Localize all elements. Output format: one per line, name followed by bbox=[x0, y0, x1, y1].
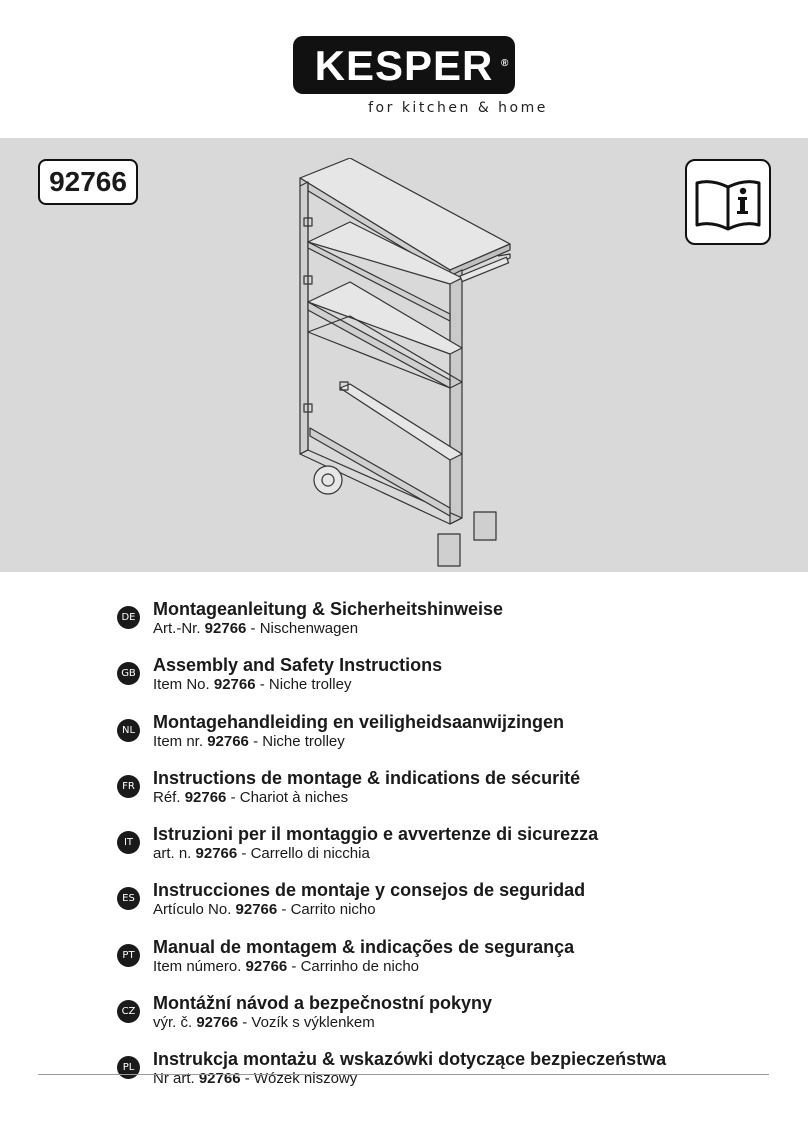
language-code-badge: ES bbox=[117, 887, 140, 910]
item-prefix: art. n. bbox=[153, 845, 196, 863]
item-description: - Vozík s výklenkem bbox=[238, 1014, 375, 1032]
read-manual-icon-box bbox=[685, 159, 771, 245]
language-code-badge: FR bbox=[117, 775, 140, 798]
language-title: Montagehandleiding en veiligheidsaanwijzingen bbox=[153, 711, 565, 732]
item-description: - Carrito nicho bbox=[277, 901, 376, 919]
item-number: 92766 bbox=[204, 620, 247, 637]
language-entry-fr bbox=[117, 767, 666, 823]
footer-divider bbox=[38, 1074, 769, 1075]
language-item-line bbox=[153, 676, 666, 694]
language-item-line bbox=[153, 1014, 666, 1032]
item-prefix: Nr art. bbox=[153, 1070, 199, 1088]
item-number: 92766 bbox=[196, 1014, 239, 1032]
item-number: 92766 bbox=[207, 732, 249, 750]
item-prefix: Réf. bbox=[153, 788, 185, 806]
brand-header bbox=[0, 36, 808, 116]
item-number: 92766 bbox=[213, 676, 256, 694]
item-description: - Nischenwagen bbox=[246, 620, 359, 637]
item-prefix: Item número. bbox=[153, 957, 246, 975]
language-code-badge: IT bbox=[117, 831, 140, 854]
language-item-line bbox=[153, 958, 666, 976]
item-description: - Carrinho de nicho bbox=[287, 957, 419, 975]
language-entry-gb bbox=[117, 654, 666, 710]
language-code-badge: PL bbox=[117, 1056, 140, 1079]
language-title: Manual de montagem & indicações de segurança bbox=[153, 936, 575, 957]
product-banner bbox=[0, 138, 808, 572]
language-entry-pt bbox=[117, 936, 666, 992]
language-entry-de bbox=[117, 598, 666, 654]
item-number: 92766 bbox=[198, 1070, 241, 1088]
language-title: Instrukcja montażu & wskazówki dotyczące bezpieczeństwa bbox=[153, 1049, 667, 1070]
item-description: - Wózek niszowy bbox=[240, 1070, 358, 1088]
language-item-line bbox=[153, 845, 666, 863]
niche-trolley-illustration bbox=[290, 158, 520, 578]
brand-name: KESPER bbox=[314, 42, 494, 89]
language-item-line bbox=[153, 620, 666, 638]
item-description: - Niche trolley bbox=[248, 732, 345, 750]
item-prefix: Item nr. bbox=[153, 732, 208, 750]
language-title: Instrucciones de montaje y consejos de seguridad bbox=[153, 880, 586, 901]
brand-tagline: for kitchen & home bbox=[368, 100, 548, 116]
item-prefix: Art.-Nr. bbox=[153, 620, 205, 637]
language-item-line bbox=[153, 901, 666, 919]
item-number: 92766 bbox=[184, 788, 227, 806]
language-code-badge: DE bbox=[117, 606, 140, 629]
item-prefix: Item No. bbox=[153, 676, 214, 694]
item-number: 92766 bbox=[195, 845, 238, 863]
language-code-badge: NL bbox=[117, 719, 140, 742]
language-entry-it bbox=[117, 823, 666, 879]
language-item-line bbox=[153, 733, 666, 751]
language-entry-es bbox=[117, 879, 666, 935]
item-prefix: výr. č. bbox=[153, 1014, 197, 1032]
brand-logo bbox=[293, 36, 516, 94]
item-description: - Chariot à niches bbox=[226, 788, 349, 806]
item-description: - Niche trolley bbox=[255, 676, 352, 694]
language-entry-pl bbox=[117, 1048, 666, 1104]
language-list bbox=[117, 598, 666, 1105]
language-title: Montageanleitung & Sicherheitshinweise bbox=[153, 599, 504, 619]
item-prefix: Artículo No. bbox=[153, 901, 236, 919]
language-code-badge: GB bbox=[117, 662, 140, 685]
item-number: 92766 bbox=[245, 957, 288, 975]
language-title: Istruzioni per il montaggio e avvertenze di sicurezza bbox=[153, 824, 599, 845]
language-entry-cz bbox=[117, 992, 666, 1048]
book-info-icon bbox=[687, 161, 769, 243]
language-title: Assembly and Safety Instructions bbox=[153, 655, 443, 676]
registered-mark: ® bbox=[500, 58, 510, 69]
item-description: - Carrello di nicchia bbox=[237, 845, 370, 863]
item-number-badge: 92766 bbox=[38, 159, 138, 205]
language-code-badge: CZ bbox=[117, 1000, 140, 1023]
language-entry-nl bbox=[117, 711, 666, 767]
language-title: Montážní návod a bezpečnostní pokyny bbox=[153, 993, 493, 1014]
language-code-badge: PT bbox=[117, 944, 140, 967]
language-item-line bbox=[153, 789, 666, 807]
language-title: Instructions de montage & indications de sécurité bbox=[153, 767, 581, 788]
item-number: 92766 bbox=[235, 901, 278, 919]
